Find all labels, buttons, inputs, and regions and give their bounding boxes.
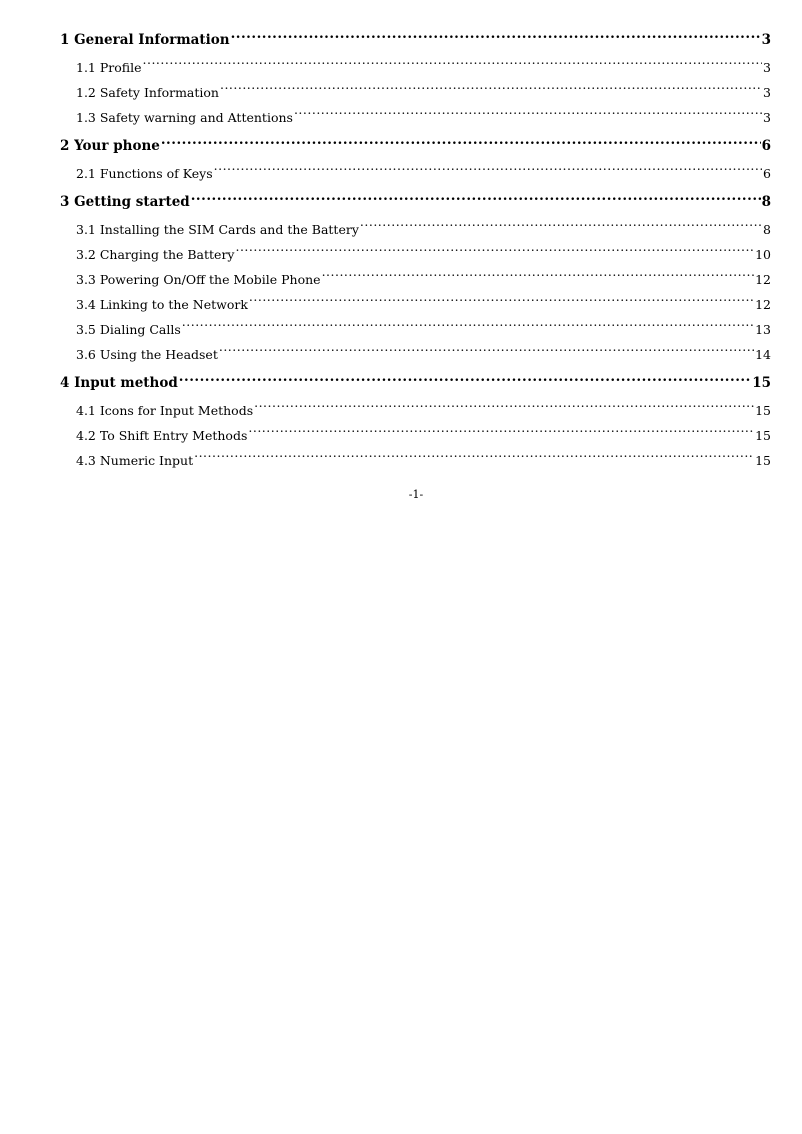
toc-item-1-3[interactable] [60, 106, 771, 131]
toc-item-3-5[interactable] [60, 318, 771, 343]
dot-leader [214, 166, 762, 179]
toc-entry-label: 3.4 Linking to the Network [76, 297, 248, 312]
dot-leader [161, 137, 761, 151]
toc-item-3-2[interactable] [60, 243, 771, 268]
dot-leader [322, 272, 755, 285]
toc-item-1-1[interactable] [60, 56, 771, 81]
toc-entry-label: 4.1 Icons for Input Methods [76, 403, 254, 418]
toc-entry-page: 15 [755, 428, 771, 443]
toc-entry-label: 1.1 Profile [76, 60, 142, 75]
dot-leader [182, 322, 754, 335]
toc-entry-label: 1.3 Safety warning and Attentions [76, 110, 293, 125]
toc-item-3-4[interactable] [60, 293, 771, 318]
toc-item-3-6[interactable] [60, 343, 771, 368]
toc-entry-page: 10 [755, 247, 771, 262]
toc-entry-page: 12 [755, 297, 771, 312]
toc-entry-label: 1 General Information [60, 32, 230, 48]
toc-entry-label: 1.2 Safety Information [76, 85, 219, 100]
toc-entry-label: 4.3 Numeric Input [76, 453, 194, 468]
dot-leader [219, 347, 754, 360]
dot-leader [179, 374, 751, 388]
toc-entry-page: 12 [755, 272, 771, 287]
toc-item-4-1[interactable] [60, 399, 771, 424]
toc-section-2[interactable] [60, 136, 771, 162]
toc-entry-page: 3 [763, 110, 771, 125]
toc-section-1[interactable] [60, 30, 771, 56]
dot-leader [360, 222, 762, 235]
toc-entry-label: 3.1 Installing the SIM Cards and the Battery [76, 222, 359, 237]
dot-leader [294, 110, 762, 123]
toc-entry-page: 13 [755, 322, 771, 337]
toc-section-3[interactable] [60, 192, 771, 218]
table-of-contents [60, 30, 771, 474]
dot-leader [231, 31, 761, 45]
toc-entry-page: 14 [755, 347, 771, 362]
toc-entry-page: 8 [763, 222, 771, 237]
toc-entry-page: 15 [755, 403, 771, 418]
toc-entry-label: 4 Input method [60, 375, 178, 391]
dot-leader [194, 453, 754, 466]
toc-entry-label: 3.6 Using the Headset [76, 347, 218, 362]
toc-entry-label: 2.1 Functions of Keys [76, 166, 213, 181]
dot-leader [249, 297, 754, 310]
toc-entry-label: 3.3 Powering On/Off the Mobile Phone [76, 272, 321, 287]
dot-leader [191, 193, 761, 207]
toc-item-4-2[interactable] [60, 424, 771, 449]
toc-entry-label: 2 Your phone [60, 138, 160, 154]
toc-entry-page: 6 [761, 138, 771, 154]
toc-entry-label: 3.5 Dialing Calls [76, 322, 181, 337]
dot-leader [254, 403, 754, 416]
dot-leader [235, 247, 754, 260]
toc-entry-page: 8 [761, 194, 771, 210]
toc-item-4-3[interactable] [60, 449, 771, 474]
toc-section-4[interactable] [60, 373, 771, 399]
dot-leader [248, 428, 754, 441]
toc-entry-page: 3 [761, 32, 771, 48]
page-number: -1- [408, 488, 424, 501]
toc-item-3-1[interactable] [60, 218, 771, 243]
toc-entry-label: 3 Getting started [60, 194, 190, 210]
dot-leader [143, 60, 763, 73]
dot-leader [220, 85, 762, 98]
toc-item-1-2[interactable] [60, 81, 771, 106]
toc-entry-page: 6 [763, 166, 771, 181]
toc-entry-label: 4.2 To Shift Entry Methods [76, 428, 248, 443]
toc-entry-page: 3 [763, 60, 771, 75]
toc-entry-page: 3 [763, 85, 771, 100]
toc-item-3-3[interactable] [60, 268, 771, 293]
toc-item-2-1[interactable] [60, 162, 771, 187]
toc-entry-page: 15 [755, 453, 771, 468]
toc-entry-page: 15 [752, 375, 771, 391]
toc-entry-label: 3.2 Charging the Battery [76, 247, 235, 262]
